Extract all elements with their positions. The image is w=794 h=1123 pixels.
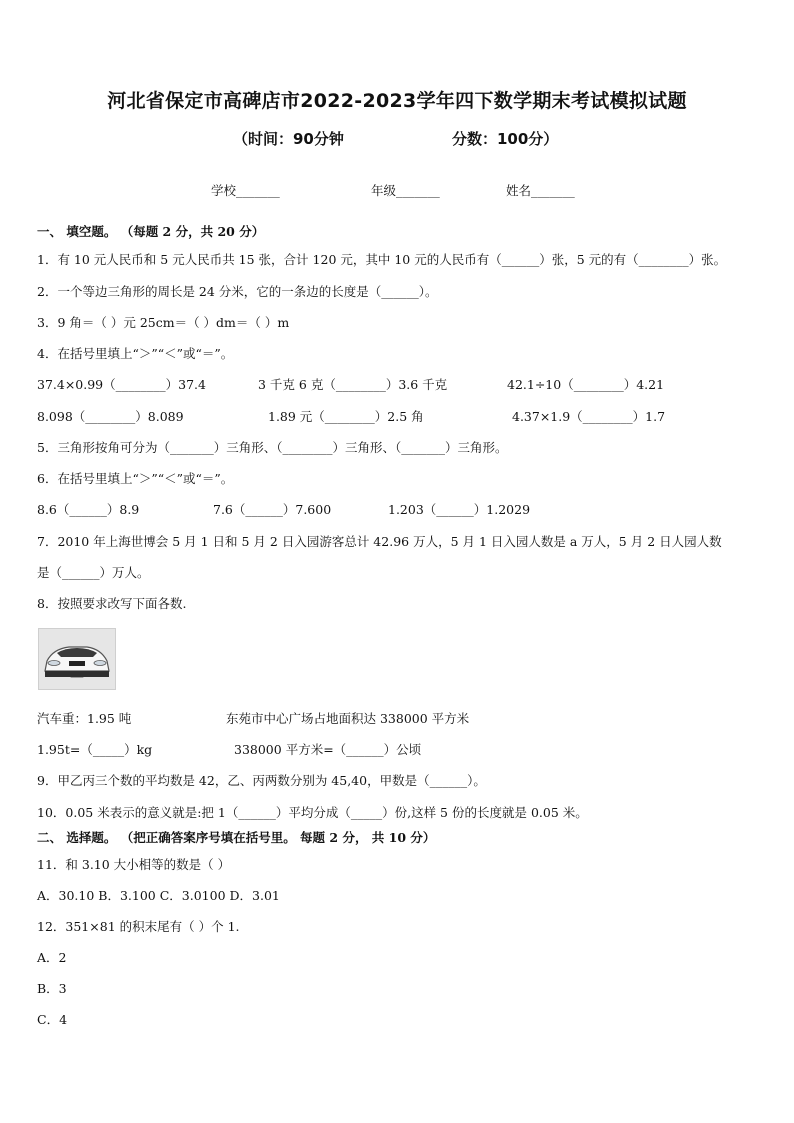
car-weight-text: 汽车重：1.95 吨 [37, 711, 132, 726]
question-10: 10．0.05 米表示的意义就是:把 1（______）平均分成（_____）份,这样 5 份的长度就是 0.05 米。 [37, 805, 588, 820]
question-11: 11．和 3.10 大小相等的数是（ ） [37, 857, 231, 872]
q4-item: 8.098（________）8.089 [37, 409, 184, 424]
q4-item: 1.89 元（________）2.5 角 [268, 409, 424, 424]
convert-area: 338000 平方米=（______）公顷 [234, 742, 422, 757]
section-choice: 二、 选择题。 （把正确答案序号填在括号里。 每题 2 分， 共 10 分） [37, 830, 436, 845]
time-label: （时间：90分钟 [233, 130, 344, 148]
question-11-options: A．30.10 B．3.100 C．3.0100 D．3.01 [37, 888, 280, 903]
section-fill-blank: 一、 填空题。 （每题 2 分，共 20 分） [37, 224, 265, 239]
score-label: 分数：100分） [452, 130, 559, 148]
square-area-text: 东苑市中心广场占地面积达 338000 平方米 [226, 711, 470, 726]
q6-item: 1.203（______）1.2029 [388, 502, 531, 517]
q12-option-a: A．2 [37, 950, 67, 965]
q4-item: 4.37×1.9（________）1.7 [512, 409, 666, 424]
name-field: 姓名_______ [506, 183, 575, 198]
page-title: 河北省保定市高碑店市2022-2023学年四下数学期末考试模拟试题 [107, 90, 687, 112]
school-field: 学校_______ [211, 183, 280, 198]
grade-field: 年级_______ [371, 183, 440, 198]
question-1: 1．有 10 元人民币和 5 元人民币共 15 张，合计 120 元，其中 10 元的人民币有（______）张，5 元的有（________）张。 [37, 252, 727, 267]
car-image [38, 628, 116, 690]
question-7: 7．2010 年上海世博会 5 月 1 日和 5 月 2 日入园游客总计 42.96 万人，5 月 1 日入园人数是 a 万人，5 月 2 日人园人数 [37, 534, 722, 549]
q6-item: 7.6（______）7.600 [213, 502, 332, 517]
q12-option-b: B．3 [37, 981, 67, 996]
question-9: 9．甲乙丙三个数的平均数是 42，乙、丙两数分别为 45,40，甲数是（______）。 [37, 773, 486, 788]
question-7-cont: 是（______）万人。 [37, 565, 150, 580]
question-12: 12．351×81 的积末尾有（ ）个 1. [37, 919, 240, 934]
q4-item: 42.1÷10（________）4.21 [507, 377, 665, 392]
question-8: 8．按照要求改写下面各数. [37, 596, 187, 611]
question-4: 4．在括号里填上“＞”“＜”或“＝”。 [37, 346, 234, 361]
question-2: 2．一个等边三角形的周长是 24 分米，它的一条边的长度是（______）。 [37, 284, 438, 299]
q4-item: 37.4×0.99（________）37.4 [37, 377, 206, 392]
question-5: 5．三角形按角可分为（_______）三角形、（________）三角形、（_______）三角形。 [37, 440, 508, 455]
q12-option-c: C．4 [37, 1012, 68, 1027]
question-6: 6．在括号里填上“＞”“＜”或“＝”。 [37, 471, 234, 486]
question-3: 3．9 角＝（ ）元 25cm＝（ ）dm＝（ ）m [37, 315, 290, 330]
q4-item: 3 千克 6 克（________）3.6 千克 [258, 377, 448, 392]
convert-weight: 1.95t=（_____）kg [37, 742, 153, 757]
q6-item: 8.6（______）8.9 [37, 502, 140, 517]
